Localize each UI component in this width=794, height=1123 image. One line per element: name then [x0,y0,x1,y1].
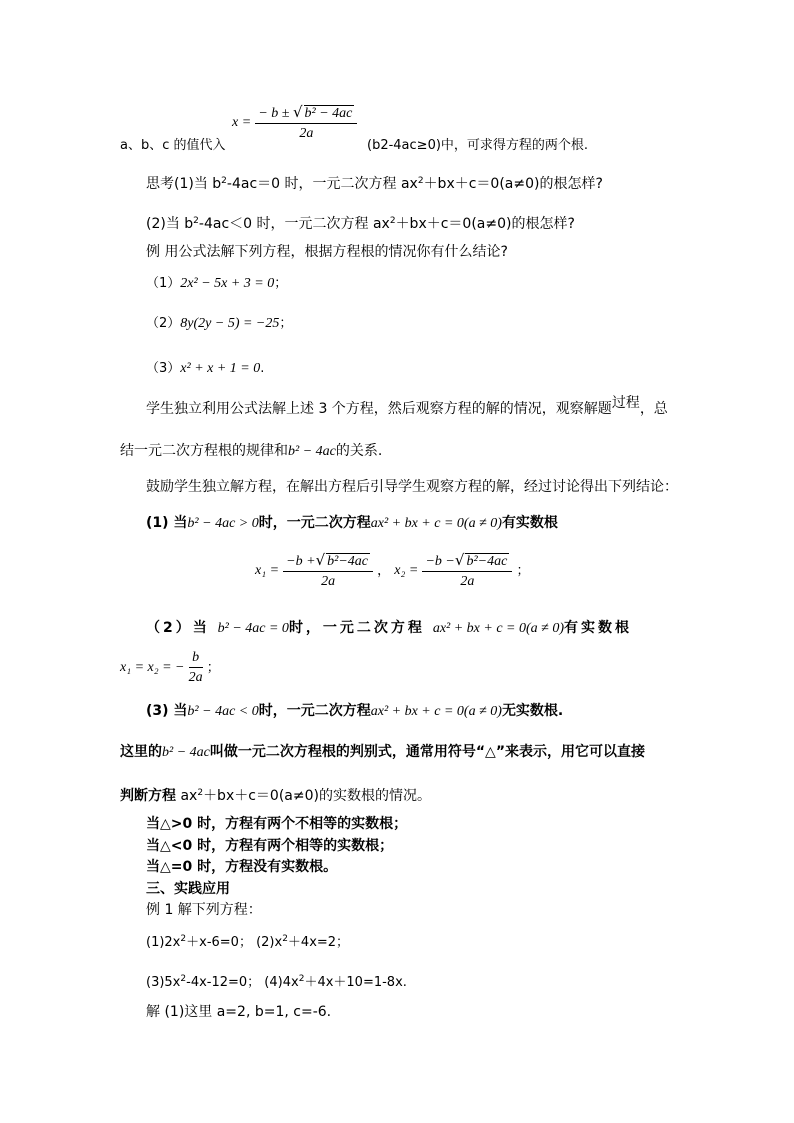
case-1-statement: (1) 当b² − 4ac > 0时，一元二次方程ax² + bx + c = 0(a ≠ 0)有实数根 [146,515,558,531]
equation-3: （3）x² + x + 1 = 0. [146,361,265,376]
solution-line: 解 (1)这里 a=2, b=1, c=-6. [146,1004,332,1020]
example-1-heading: 例 1 解下列方程： [146,902,262,918]
example-heading: 例 用公式法解下列方程，根据方程根的情况你有什么结论? [146,244,508,260]
discriminant-line1: 这里的b² − 4ac叫做一元二次方程根的判别式，通常用符号“△”来表示，用它可以直接 [120,744,646,760]
paragraph-observe-line2: 结一元二次方程根的规律和b² − 4ac的关系. [120,443,383,459]
formula-fraction: $\frac{\text{− b ± √ b² − 4ac}}{2a}$ [255,105,357,141]
case-3-statement: (3) 当b² − 4ac < 0时，一元二次方程ax² + bx + c = 0(a ≠ 0)无实数根. [146,703,564,719]
think-question-2: (2)当 $b^2-4ac<0$ 时，一元二次方程 $ax^2+bx+c=0(a\ne 0)$的根怎样? [146,216,575,232]
section-heading: 三、实践应用 [146,881,230,897]
paragraph-observe-line1: 学生独立利用公式法解上述 3 个方程，然后观察方程的解的情况，观察解题过程，总 [146,395,668,417]
think-question-1: 思考(1)当 $b^2-4ac=0$ 时，一元二次方程 $ax^2+bx+c=0(a\ne 0)$的根怎样? [146,176,603,192]
intro-pre: a、b、c 的值代入 [120,138,226,153]
quadratic-formula [232,105,357,141]
case-2-statement: （2）当 b² − 4ac = 0时，一元二次方程 ax² + bx + c = 0(a ≠ 0)有实数根 [146,620,633,636]
example-1-row-1: $(1)2x^2+x-6=0$； $(2)x^2+4x=2$； [146,934,350,950]
example-1-row-2: $(3)5x^2-4x-12=0$； $(4)4x^2+4x+10=1-8x$. [146,974,407,990]
rule-2: 当△<0 时，方程有两个相等的实数根； [146,838,394,854]
discriminant-line2: 判断方程 $ax^2+bx+c=0(a\ne 0)$的实数根的情况。 [120,788,431,804]
paragraph-encourage: 鼓励学生独立解方程，在解出方程后引导学生观察方程的解，经过讨论得出下列结论： [146,479,678,495]
case-1-roots: x₁ = $\frac{\text{−b +√ b²−4ac}}{2a}$ ， x₂ = $\frac{\text{−b −√ b²−4ac}}{2a}$ ； [255,551,530,589]
equation-1: （1）2x² − 5x + 3 = 0； [146,276,288,291]
rule-1: 当△>0 时，方程有两个不相等的实数根； [146,816,408,832]
case-2-root: x₁ = x₂ = − $\frac{b}{2a}$ ； [120,650,220,685]
rule-3: 当△=0 时，方程没有实数根。 [146,859,338,875]
intro-post: (b2-4ac≥0)中，可求得方程的两个根. [367,138,589,153]
formula-lhs: x = [232,115,252,130]
equation-2: （2）8y(2y − 5) = −25； [146,316,293,331]
